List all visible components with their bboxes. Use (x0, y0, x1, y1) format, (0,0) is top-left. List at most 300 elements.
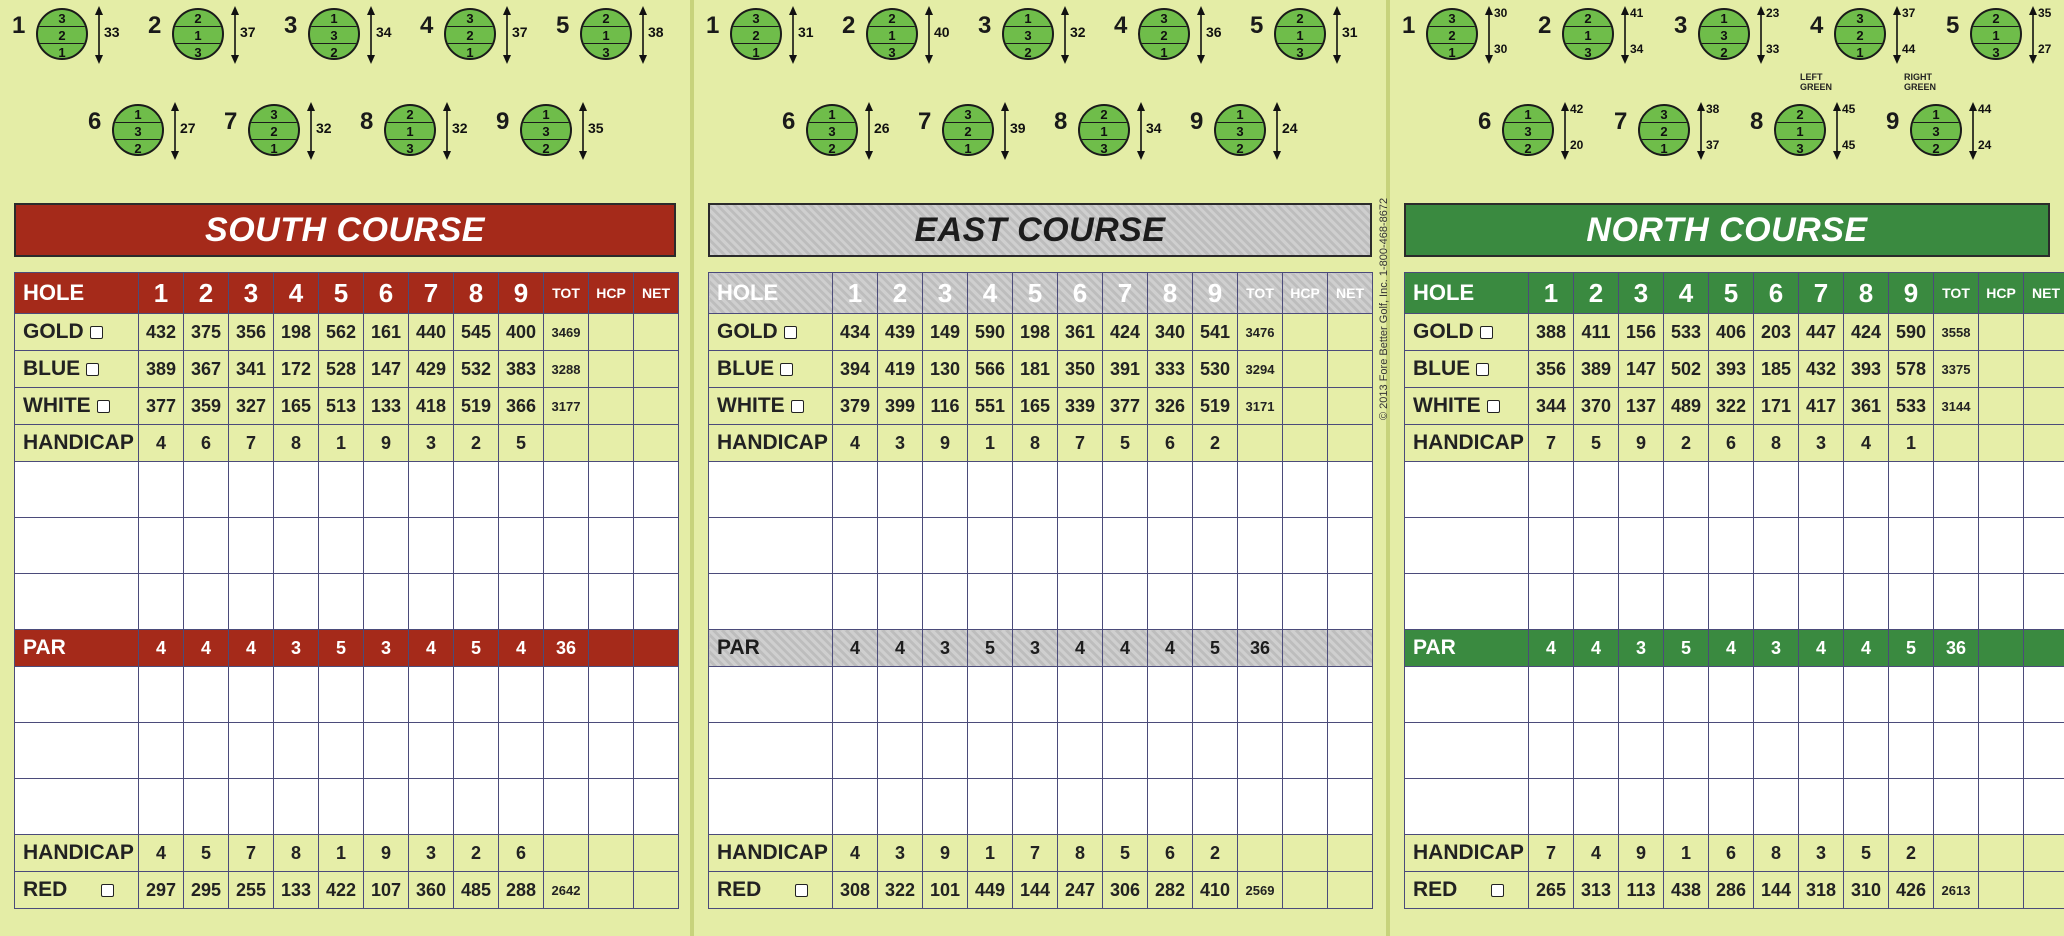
score-entry-cell[interactable] (409, 667, 454, 723)
yardage-cell: 424 (1103, 314, 1148, 351)
score-entry-cell[interactable] (364, 667, 409, 723)
score-entry-cell[interactable] (15, 574, 139, 630)
score-entry-cell[interactable] (319, 462, 364, 518)
score-entry-cell[interactable] (274, 462, 319, 518)
score-entry-cell[interactable] (2024, 667, 2064, 723)
hcp-cell[interactable] (1979, 351, 2024, 388)
score-entry-cell[interactable] (1013, 779, 1058, 835)
score-entry-cell[interactable] (1529, 462, 1574, 518)
double-arrow-icon (1332, 6, 1342, 64)
score-entry-cell[interactable] (1754, 518, 1799, 574)
score-entry-cell[interactable] (878, 462, 923, 518)
score-entry-cell[interactable] (709, 518, 833, 574)
score-entry-cell[interactable] (1238, 574, 1283, 630)
hcp-cell[interactable] (1979, 314, 2024, 351)
score-entry-cell[interactable] (1979, 723, 2024, 779)
score-entry-cell[interactable] (15, 462, 139, 518)
pin-hole-number: 5 (556, 12, 570, 39)
net-cell[interactable] (634, 388, 679, 425)
hcp-cell[interactable] (589, 872, 634, 909)
score-entry-cell[interactable] (1799, 723, 1844, 779)
score-entry-cell[interactable] (544, 779, 589, 835)
yardage-cell: 361 (1844, 388, 1889, 425)
score-entry-cell[interactable] (184, 518, 229, 574)
green-depth: 34 (1146, 120, 1162, 136)
score-entry-cell[interactable] (923, 779, 968, 835)
yardage-cell: 318 (1799, 872, 1844, 909)
score-entry-cell[interactable] (1193, 723, 1238, 779)
score-entry-cell[interactable] (274, 667, 319, 723)
score-entry-cell[interactable] (589, 574, 634, 630)
net-cell[interactable] (1328, 314, 1373, 351)
score-entry-cell[interactable] (1529, 723, 1574, 779)
score-entry-cell[interactable] (1283, 462, 1328, 518)
net-cell[interactable] (1328, 351, 1373, 388)
score-entry-cell[interactable] (833, 462, 878, 518)
score-entry-cell[interactable] (1103, 667, 1148, 723)
score-entry-cell[interactable] (454, 723, 499, 779)
score-entry-cell[interactable] (634, 518, 679, 574)
score-entry-cell[interactable] (1979, 574, 2024, 630)
score-entry-cell[interactable] (1664, 462, 1709, 518)
score-entry-cell[interactable] (1058, 462, 1103, 518)
score-entry-cell[interactable] (1193, 779, 1238, 835)
green-depth: 23 (1766, 6, 1780, 20)
score-entry-cell[interactable] (1193, 518, 1238, 574)
score-entry-cell[interactable] (1979, 779, 2024, 835)
pin-diagram-hole-5 (1250, 2, 1370, 74)
score-entry-cell[interactable] (923, 574, 968, 630)
score-entry-cell[interactable] (15, 779, 139, 835)
score-entry-cell[interactable] (1529, 574, 1574, 630)
score-entry-cell[interactable] (229, 779, 274, 835)
score-entry-cell[interactable] (1328, 667, 1373, 723)
score-entry-cell[interactable] (968, 574, 1013, 630)
score-entry-cell[interactable] (364, 574, 409, 630)
score-entry-cell[interactable] (454, 518, 499, 574)
score-entry-cell[interactable] (1283, 574, 1328, 630)
score-entry-cell[interactable] (968, 667, 1013, 723)
score-entry-cell[interactable] (1709, 518, 1754, 574)
score-entry-cell[interactable] (1799, 462, 1844, 518)
score-entry-cell[interactable] (1405, 723, 1529, 779)
score-entry-cell[interactable] (634, 779, 679, 835)
score-entry-cell[interactable] (968, 518, 1013, 574)
score-entry-cell[interactable] (634, 574, 679, 630)
score-entry-cell[interactable] (923, 518, 968, 574)
pin-position: 2 (386, 106, 434, 123)
tee-name: RED (717, 878, 762, 901)
net-cell[interactable] (634, 351, 679, 388)
score-entry-cell[interactable] (923, 723, 968, 779)
score-entry-cell[interactable] (319, 574, 364, 630)
score-entry-cell[interactable] (499, 574, 544, 630)
score-entry-cell[interactable] (589, 518, 634, 574)
score-entry-cell[interactable] (1934, 723, 1979, 779)
score-entry-cell[interactable] (1799, 667, 1844, 723)
score-entry-cell[interactable] (274, 574, 319, 630)
score-entry-cell[interactable] (1979, 518, 2024, 574)
score-entry-cell[interactable] (1934, 779, 1979, 835)
score-entry-cell[interactable] (833, 518, 878, 574)
score-entry-cell[interactable] (1238, 518, 1283, 574)
green-circle-icon (248, 104, 300, 156)
tee-checkbox[interactable] (1491, 884, 1504, 897)
score-entry-cell[interactable] (1328, 462, 1373, 518)
score-entry-cell[interactable] (1889, 518, 1934, 574)
yardage-cell: 489 (1664, 388, 1709, 425)
score-entry-cell[interactable] (634, 723, 679, 779)
score-entry-cell[interactable] (1529, 518, 1574, 574)
score-entry-cell[interactable] (1405, 462, 1529, 518)
score-entry-cell[interactable] (1283, 518, 1328, 574)
score-entry-cell[interactable] (1058, 667, 1103, 723)
score-entry-cell[interactable] (1405, 667, 1529, 723)
hcp-cell[interactable] (1283, 388, 1328, 425)
score-entry-cell[interactable] (499, 518, 544, 574)
score-entry-cell[interactable] (15, 667, 139, 723)
score-entry-cell[interactable] (589, 723, 634, 779)
score-entry-cell[interactable] (1619, 723, 1664, 779)
score-entry-cell[interactable] (139, 667, 184, 723)
score-entry-cell[interactable] (1574, 723, 1619, 779)
score-entry-cell[interactable] (1709, 667, 1754, 723)
score-entry-cell[interactable] (319, 667, 364, 723)
score-entry-cell[interactable] (1013, 667, 1058, 723)
score-entry-cell[interactable] (1574, 779, 1619, 835)
score-entry-cell[interactable] (1058, 779, 1103, 835)
score-entry-cell[interactable] (709, 462, 833, 518)
score-entry-cell[interactable] (1844, 574, 1889, 630)
score-entry-cell[interactable] (2024, 462, 2064, 518)
score-entry-cell[interactable] (923, 462, 968, 518)
tee-checkbox[interactable] (791, 400, 804, 413)
score-entry-cell[interactable] (1574, 518, 1619, 574)
score-entry-cell[interactable] (1754, 723, 1799, 779)
score-entry-cell[interactable] (184, 667, 229, 723)
score-entry-cell[interactable] (1193, 462, 1238, 518)
score-entry-cell[interactable] (589, 779, 634, 835)
score-entry-cell[interactable] (454, 574, 499, 630)
score-entry-cell[interactable] (1709, 462, 1754, 518)
net-cell[interactable] (634, 872, 679, 909)
tee-row-gold (709, 314, 1373, 351)
score-entry-cell[interactable] (1328, 779, 1373, 835)
score-entry-cell[interactable] (274, 518, 319, 574)
score-entry-cell[interactable] (833, 667, 878, 723)
score-entry-cell[interactable] (1148, 574, 1193, 630)
score-entry-cell[interactable] (1799, 574, 1844, 630)
hcp-cell[interactable] (1283, 314, 1328, 351)
net-cell[interactable] (2024, 314, 2064, 351)
tee-checkbox[interactable] (1476, 363, 1489, 376)
score-entry-cell[interactable] (1405, 779, 1529, 835)
score-entry-cell[interactable] (319, 723, 364, 779)
score-entry-cell[interactable] (1058, 518, 1103, 574)
hcp-cell[interactable] (589, 351, 634, 388)
score-entry-cell[interactable] (2024, 518, 2064, 574)
score-entry-cell[interactable] (1889, 723, 1934, 779)
score-entry-cell[interactable] (1754, 574, 1799, 630)
score-entry-cell[interactable] (1328, 518, 1373, 574)
score-entry-cell[interactable] (968, 723, 1013, 779)
score-entry-cell[interactable] (364, 518, 409, 574)
score-entry-cell[interactable] (1238, 779, 1283, 835)
score-entry-cell[interactable] (1103, 518, 1148, 574)
score-entry-cell[interactable] (319, 518, 364, 574)
score-entry-cell[interactable] (1148, 779, 1193, 835)
score-entry-cell[interactable] (1193, 574, 1238, 630)
net-cell[interactable] (2024, 872, 2064, 909)
hcp-cell[interactable] (1283, 872, 1328, 909)
score-entry-cell[interactable] (878, 779, 923, 835)
score-entry-cell[interactable] (184, 574, 229, 630)
tee-label (1405, 388, 1529, 425)
score-entry-cell[interactable] (1844, 667, 1889, 723)
hcp-cell[interactable] (1979, 872, 2024, 909)
score-entry-cell[interactable] (1328, 723, 1373, 779)
score-entry-cell[interactable] (1664, 574, 1709, 630)
score-entry-cell[interactable] (229, 518, 274, 574)
score-entry-cell[interactable] (184, 462, 229, 518)
pin-diagram-hole-2 (842, 2, 962, 74)
score-entry-cell[interactable] (1844, 723, 1889, 779)
pin-hole-number: 4 (420, 12, 434, 39)
score-entry-cell[interactable] (1283, 723, 1328, 779)
tee-checkbox[interactable] (101, 884, 114, 897)
score-entry-cell[interactable] (274, 779, 319, 835)
hole-label: HOLE (15, 273, 139, 314)
yardage-cell: 356 (229, 314, 274, 351)
score-entry-cell[interactable] (1889, 779, 1934, 835)
double-arrow-icon (1620, 6, 1630, 64)
yardage-cell: 379 (833, 388, 878, 425)
hcp-cell[interactable] (1979, 388, 2024, 425)
pin-hole-number: 7 (224, 108, 238, 135)
tee-checkbox[interactable] (90, 326, 103, 339)
handicap-cell: 4 (139, 425, 184, 462)
score-entry-cell[interactable] (1664, 667, 1709, 723)
tee-checkbox[interactable] (97, 400, 110, 413)
score-entry-cell[interactable] (454, 462, 499, 518)
score-entry-cell[interactable] (1529, 667, 1574, 723)
score-entry-cell[interactable] (319, 779, 364, 835)
score-entry-cell[interactable] (364, 723, 409, 779)
score-entry-cell[interactable] (709, 574, 833, 630)
score-entry-cell[interactable] (499, 462, 544, 518)
score-entry-cell[interactable] (409, 723, 454, 779)
score-entry-cell[interactable] (229, 667, 274, 723)
score-entry-cell[interactable] (1058, 574, 1103, 630)
score-entry-cell[interactable] (229, 462, 274, 518)
pin-position: 1 (1504, 106, 1552, 123)
score-entry-cell[interactable] (139, 779, 184, 835)
pin-position: 2 (1972, 10, 2020, 27)
net-cell[interactable] (2024, 388, 2064, 425)
score-entry-cell[interactable] (923, 667, 968, 723)
double-arrow-icon (2028, 6, 2038, 64)
score-entry-cell[interactable] (15, 723, 139, 779)
score-entry-cell[interactable] (2024, 779, 2064, 835)
score-entry-cell[interactable] (1405, 574, 1529, 630)
score-entry-cell[interactable] (1934, 462, 1979, 518)
score-entry-cell[interactable] (634, 667, 679, 723)
score-entry-cell[interactable] (409, 462, 454, 518)
score-entry-cell[interactable] (2024, 723, 2064, 779)
score-entry-cell[interactable] (1844, 518, 1889, 574)
score-entry-cell[interactable] (1979, 462, 2024, 518)
score-entry-cell[interactable] (1934, 667, 1979, 723)
score-entry-cell[interactable] (2024, 574, 2064, 630)
score-entry-cell[interactable] (634, 462, 679, 518)
score-entry-cell[interactable] (184, 723, 229, 779)
score-entry-cell[interactable] (544, 518, 589, 574)
score-entry-cell[interactable] (184, 779, 229, 835)
score-entry-cell[interactable] (364, 779, 409, 835)
score-entry-cell[interactable] (1283, 779, 1328, 835)
score-entry-cell[interactable] (1799, 518, 1844, 574)
score-entry-cell[interactable] (1148, 723, 1193, 779)
score-entry-cell[interactable] (1934, 518, 1979, 574)
score-entry-cell[interactable] (139, 723, 184, 779)
score-entry-cell[interactable] (1013, 574, 1058, 630)
score-entry-cell[interactable] (1574, 667, 1619, 723)
score-entry-cell[interactable] (1709, 723, 1754, 779)
score-entry-cell[interactable] (1013, 462, 1058, 518)
score-entry-cell[interactable] (1799, 779, 1844, 835)
double-arrow-icon (1196, 6, 1206, 64)
tee-checkbox[interactable] (1480, 326, 1493, 339)
score-entry-cell[interactable] (499, 723, 544, 779)
hole-number: 1 (139, 273, 184, 314)
score-entry-cell[interactable] (1934, 574, 1979, 630)
score-entry-cell[interactable] (1013, 723, 1058, 779)
score-entry-cell[interactable] (878, 574, 923, 630)
score-entry-cell[interactable] (1148, 518, 1193, 574)
score-entry-cell[interactable] (409, 779, 454, 835)
score-entry-cell[interactable] (1529, 779, 1574, 835)
score-entry-cell[interactable] (1405, 518, 1529, 574)
score-entry-cell[interactable] (15, 518, 139, 574)
score-entry-cell[interactable] (1238, 667, 1283, 723)
score-entry-cell[interactable] (833, 574, 878, 630)
score-entry-cell[interactable] (544, 462, 589, 518)
score-entry-cell[interactable] (1664, 723, 1709, 779)
net-cell[interactable] (634, 314, 679, 351)
score-entry-cell[interactable] (454, 779, 499, 835)
hcp-cell[interactable] (1283, 351, 1328, 388)
score-entry-cell[interactable] (139, 462, 184, 518)
score-entry-cell[interactable] (1103, 574, 1148, 630)
score-entry-cell[interactable] (1574, 462, 1619, 518)
score-entry-cell[interactable] (1709, 779, 1754, 835)
score-entry-cell[interactable] (833, 723, 878, 779)
score-entry-cell[interactable] (709, 723, 833, 779)
score-entry-cell[interactable] (968, 779, 1013, 835)
score-entry-cell[interactable] (1664, 518, 1709, 574)
yardage-cell: 149 (923, 314, 968, 351)
net-cell[interactable] (2024, 351, 2064, 388)
score-entry-cell[interactable] (1238, 462, 1283, 518)
score-entry-cell[interactable] (589, 462, 634, 518)
tee-checkbox[interactable] (1487, 400, 1500, 413)
score-entry-cell[interactable] (1889, 667, 1934, 723)
score-entry-cell[interactable] (1148, 667, 1193, 723)
score-entry-cell[interactable] (544, 667, 589, 723)
score-entry-cell[interactable] (139, 574, 184, 630)
score-entry-cell[interactable] (544, 723, 589, 779)
score-entry-cell[interactable] (1889, 574, 1934, 630)
score-entry-cell[interactable] (1619, 574, 1664, 630)
hcp-cell[interactable] (589, 314, 634, 351)
net-cell[interactable] (1328, 388, 1373, 425)
score-entry-cell[interactable] (589, 667, 634, 723)
score-entry-cell[interactable] (499, 779, 544, 835)
score-entry-cell[interactable] (1103, 723, 1148, 779)
score-entry-cell[interactable] (1664, 779, 1709, 835)
score-entry-cell[interactable] (1889, 462, 1934, 518)
score-entry-cell[interactable] (878, 667, 923, 723)
score-entry-cell[interactable] (1058, 723, 1103, 779)
score-entry-cell[interactable] (274, 723, 319, 779)
score-entry-cell[interactable] (968, 462, 1013, 518)
hcp-cell[interactable] (589, 388, 634, 425)
score-entry-cell[interactable] (409, 518, 454, 574)
net-cell[interactable] (1328, 872, 1373, 909)
tee-checkbox[interactable] (795, 884, 808, 897)
score-entry-cell[interactable] (1619, 779, 1664, 835)
score-entry-cell[interactable] (709, 667, 833, 723)
score-entry-cell[interactable] (1844, 462, 1889, 518)
score-entry-cell[interactable] (878, 518, 923, 574)
score-entry-cell[interactable] (1709, 574, 1754, 630)
score-entry-cell[interactable] (1193, 667, 1238, 723)
green-circle-icon (1078, 104, 1130, 156)
score-entry-cell[interactable] (1619, 667, 1664, 723)
score-entry-cell[interactable] (1979, 667, 2024, 723)
tee-checkbox[interactable] (86, 363, 99, 376)
score-entry-cell[interactable] (1574, 574, 1619, 630)
score-entry-cell[interactable] (1754, 462, 1799, 518)
score-entry-cell[interactable] (1283, 667, 1328, 723)
score-entry-cell[interactable] (1148, 462, 1193, 518)
score-entry-cell[interactable] (1619, 462, 1664, 518)
score-entry-cell[interactable] (229, 723, 274, 779)
score-entry-cell[interactable] (1103, 779, 1148, 835)
score-entry-cell[interactable] (454, 667, 499, 723)
score-entry-cell[interactable] (139, 518, 184, 574)
score-entry-cell[interactable] (1013, 518, 1058, 574)
pin-hole-number: 6 (88, 108, 102, 135)
score-entry-cell[interactable] (1754, 779, 1799, 835)
score-entry-cell[interactable] (409, 574, 454, 630)
score-entry-cell[interactable] (364, 462, 409, 518)
score-entry-cell[interactable] (1238, 723, 1283, 779)
tee-checkbox[interactable] (780, 363, 793, 376)
score-entry-cell[interactable] (1844, 779, 1889, 835)
score-entry-cell[interactable] (833, 779, 878, 835)
score-entry-cell[interactable] (709, 779, 833, 835)
score-entry-cell[interactable] (1754, 667, 1799, 723)
score-entry-cell[interactable] (499, 667, 544, 723)
score-entry-cell[interactable] (229, 574, 274, 630)
score-entry-cell[interactable] (1328, 574, 1373, 630)
score-entry-cell[interactable] (1619, 518, 1664, 574)
score-entry-cell[interactable] (878, 723, 923, 779)
score-entry-cell[interactable] (1103, 462, 1148, 518)
score-entry-cell[interactable] (544, 574, 589, 630)
tee-checkbox[interactable] (784, 326, 797, 339)
